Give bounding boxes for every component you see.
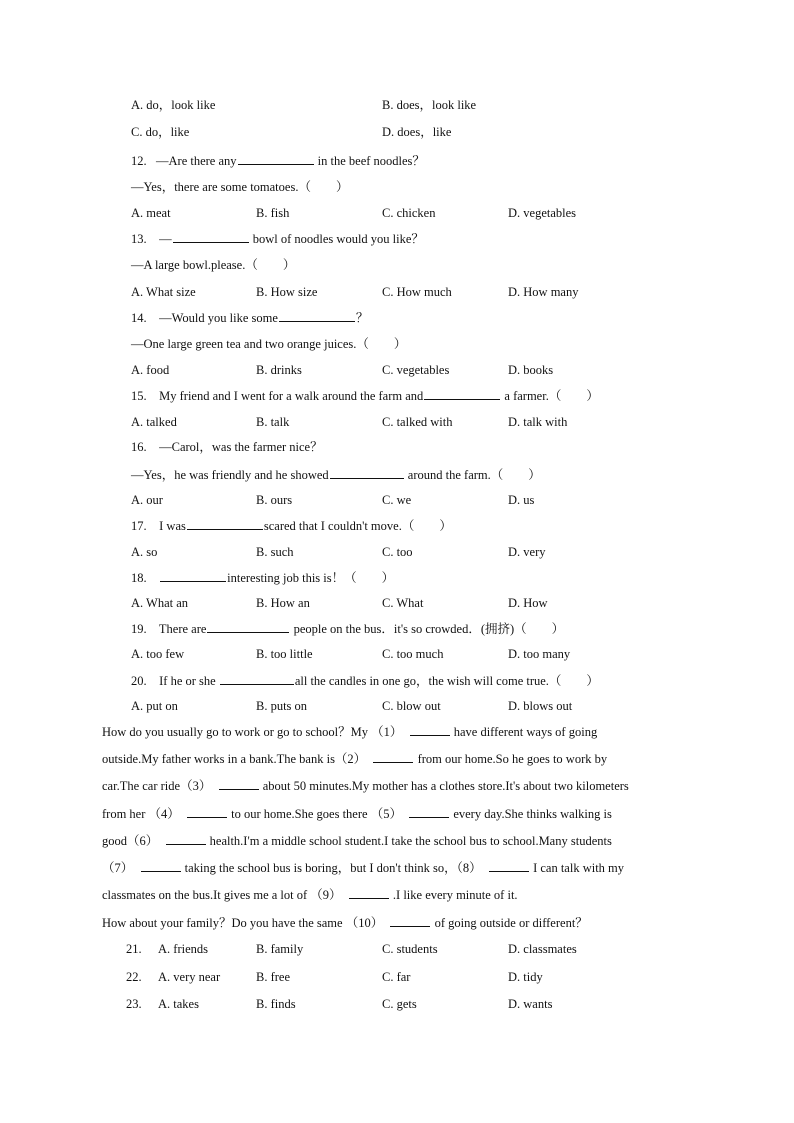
question-number: 16.: [131, 440, 147, 454]
answer-blank: [238, 152, 314, 165]
answer-blank: [166, 832, 206, 845]
q23-number: 23.: [126, 997, 142, 1011]
answer-blank: [160, 569, 226, 582]
answer-blank: [489, 859, 529, 872]
q23-option-c: C. gets: [382, 997, 417, 1011]
q13-option-d: D. How many: [508, 285, 579, 299]
q13-option-a: A. What size: [131, 285, 196, 299]
passage-line-6: （7） taking the school bus is boring，but I don't think so，（8） I can talk with my: [102, 861, 625, 875]
q13-answer: —A large bowl.please.（ ）: [131, 258, 296, 272]
q19-stem: 19. There are people on the bus．it's so crowded．(拥挤)（ ）: [131, 622, 565, 636]
q12-option-b: B. fish: [256, 206, 290, 220]
q16-stem: 16. —Carol，was the farmer nice？: [131, 440, 323, 454]
q22-option-b: B. free: [256, 970, 291, 984]
q11-option-d: D. does，like: [382, 125, 452, 139]
answer-blank: [409, 805, 449, 818]
q16-option-c: C. we: [382, 493, 412, 507]
passage-line-5: good（6） health.I'm a middle school student.I take the school bus to school.Many students: [102, 834, 612, 848]
q22-option-d: D. tidy: [508, 970, 543, 984]
q21-option-c: C. students: [382, 942, 438, 956]
q18-option-c: C. What: [382, 596, 424, 610]
q18-stem: 18. interesting job this is！（ ）: [131, 571, 395, 585]
question-number: 19.: [131, 622, 147, 636]
q17-option-d: D. very: [508, 545, 546, 559]
q14-option-a: A. food: [131, 363, 170, 377]
q14-option-b: B. drinks: [256, 363, 302, 377]
question-number: 13.: [131, 232, 147, 246]
q12-answer: —Yes，there are some tomatoes.（ ）: [131, 180, 349, 194]
answer-blank: [410, 723, 450, 736]
answer-blank: [330, 466, 404, 479]
q21-option-a: A. friends: [158, 942, 208, 956]
q15-option-b: B. talk: [256, 415, 290, 429]
q11-option-a: A. do，look like: [131, 98, 216, 112]
q21-option-b: B. family: [256, 942, 304, 956]
answer-blank: [373, 750, 413, 763]
q12-stem: 12. —Are there any in the beef noodles？: [131, 154, 425, 168]
answer-blank: [424, 387, 500, 400]
q14-answer: —One large green tea and two orange juices.（ ）: [131, 337, 407, 351]
q17-stem: 17. I was scared that I couldn't move.（ ）: [131, 519, 452, 533]
q18-option-b: B. How an: [256, 596, 310, 610]
answer-blank: [219, 777, 259, 790]
q16-answer: —Yes，he was friendly and he showed around the farm.（ ）: [131, 468, 541, 482]
passage-line-4: from her （4） to our home.She goes there （5） every day.She thinks walking is: [102, 807, 612, 821]
q17-option-c: C. too: [382, 545, 413, 559]
q14-stem: 14. —Would you like some ？: [131, 311, 369, 325]
passage-line-7: classmates on the bus.It gives me a lot of （9） .I like every minute of it.: [102, 888, 518, 902]
question-number: 14.: [131, 311, 147, 325]
passage-line-1: How do you usually go to work or go to school？My （1） have different ways of going: [102, 725, 598, 739]
q14-option-d: D. books: [508, 363, 554, 377]
answer-blank: [187, 517, 263, 530]
q22-number: 22.: [126, 970, 142, 984]
question-number: 12.: [131, 154, 147, 168]
q16-option-b: B. ours: [256, 493, 293, 507]
q12-option-a: A. meat: [131, 206, 171, 220]
q17-option-b: B. such: [256, 545, 294, 559]
q15-option-c: C. talked with: [382, 415, 453, 429]
q15-stem: 15. My friend and I went for a walk around the farm and a farmer.（ ）: [131, 389, 599, 403]
q21-number: 21.: [126, 942, 142, 956]
q13-stem: 13. — bowl of noodles would you like？: [131, 232, 424, 246]
q22-option-c: C. far: [382, 970, 411, 984]
passage-line-3: car.The car ride（3） about 50 minutes.My mother has a clothes store.It's about two kilometers: [102, 779, 629, 793]
q19-option-b: B. too little: [256, 647, 313, 661]
q16-option-a: A. our: [131, 493, 163, 507]
answer-blank: [349, 886, 389, 899]
q14-option-c: C. vegetables: [382, 363, 450, 377]
q22-option-a: A. very near: [158, 970, 221, 984]
q21-option-d: D. classmates: [508, 942, 577, 956]
q20-option-c: C. blow out: [382, 699, 441, 713]
q11-option-c: C. do，like: [131, 125, 190, 139]
question-number: 17.: [131, 519, 147, 533]
answer-blank: [173, 230, 249, 243]
q12-option-d: D. vegetables: [508, 206, 577, 220]
answer-blank: [279, 309, 355, 322]
q19-option-a: A. too few: [131, 647, 185, 661]
q15-option-a: A. talked: [131, 415, 177, 429]
q20-option-a: A. put on: [131, 699, 178, 713]
answer-blank: [207, 620, 289, 633]
q11-option-b: B. does，look like: [382, 98, 477, 112]
q19-option-d: D. too many: [508, 647, 571, 661]
q20-stem: 20. If he or she all the candles in one go，the wish will come true.（ ）: [131, 674, 599, 688]
answer-blank: [390, 914, 430, 927]
q23-option-d: D. wants: [508, 997, 553, 1011]
q17-option-a: A. so: [131, 545, 158, 559]
q13-option-b: B. How size: [256, 285, 318, 299]
q23-option-b: B. finds: [256, 997, 296, 1011]
q19-option-c: C. too much: [382, 647, 444, 661]
q20-option-b: B. puts on: [256, 699, 308, 713]
question-number: 15.: [131, 389, 147, 403]
q23-option-a: A. takes: [158, 997, 199, 1011]
answer-blank: [187, 805, 227, 818]
answer-blank: [141, 859, 181, 872]
answer-blank: [220, 672, 294, 685]
passage-line-8: How about your family？Do you have the same （10） of going outside or different？: [102, 916, 588, 930]
q18-option-a: A. What an: [131, 596, 189, 610]
question-number: 20.: [131, 674, 147, 688]
q20-option-d: D. blows out: [508, 699, 573, 713]
q15-option-d: D. talk with: [508, 415, 568, 429]
q13-option-c: C. How much: [382, 285, 452, 299]
passage-line-2: outside.My father works in a bank.The bank is（2） from our home.So he goes to work by: [102, 752, 608, 766]
q18-option-d: D. How: [508, 596, 548, 610]
q16-option-d: D. us: [508, 493, 535, 507]
q12-option-c: C. chicken: [382, 206, 436, 220]
question-number: 18.: [131, 571, 147, 585]
